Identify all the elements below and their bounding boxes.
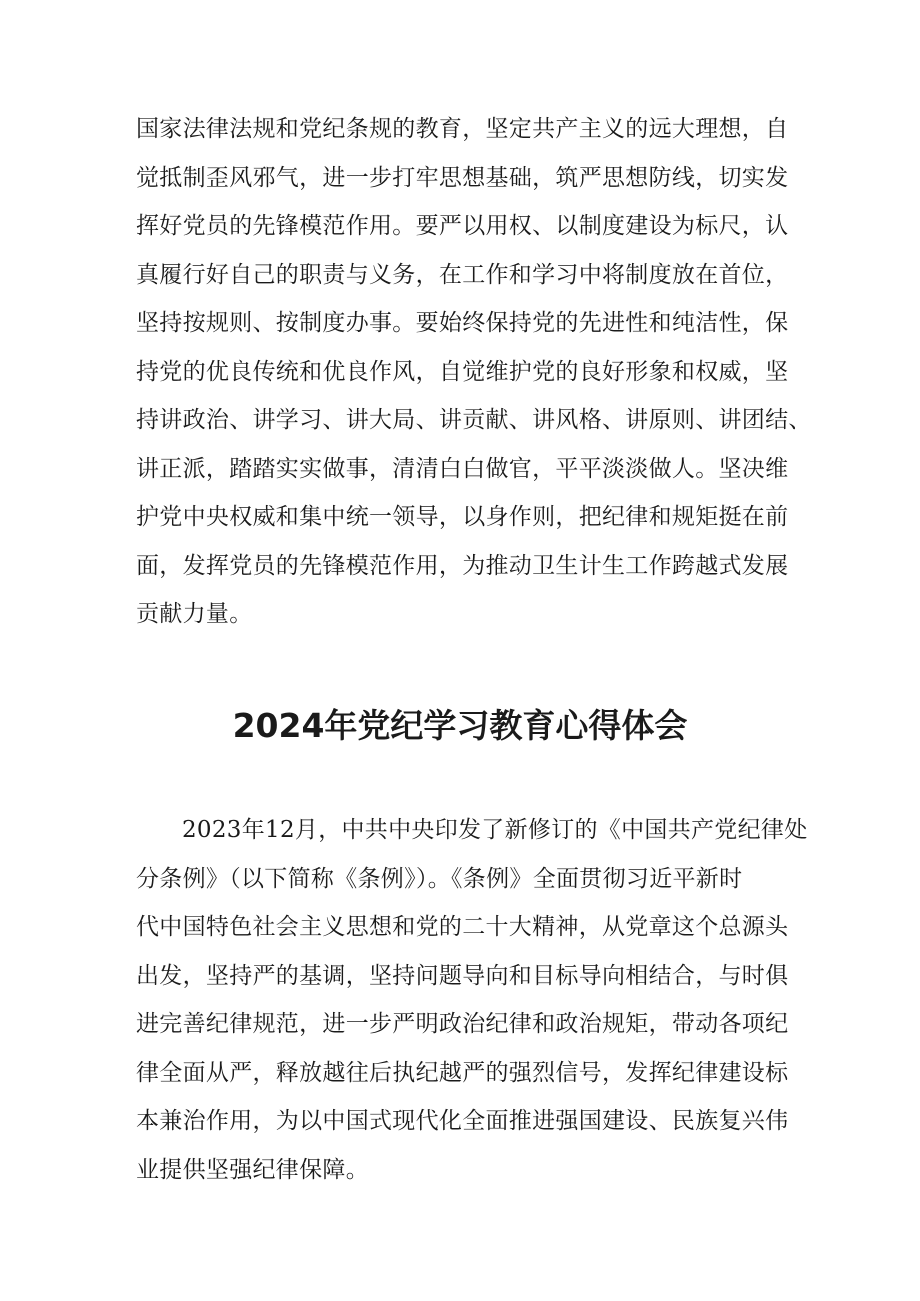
paragraph-1-line: 贡献力量。 — [136, 601, 253, 627]
paragraph-2-line: 出发，坚持严的基调，坚持问题导向和目标导向相结合，与时俱 — [136, 962, 789, 989]
paragraph-1-line: 面，发挥党员的先锋模范作用，为推动卫生计生工作跨越式发展 — [136, 552, 789, 579]
paragraph-1-line: 持党的优良传统和优良作风，自觉维护党的良好形象和权威，坚 — [136, 358, 789, 385]
page-title: 2024年党纪学习教育心得体会 — [232, 706, 688, 745]
paragraph-2-line: 业提供坚强纪律保障。 — [136, 1156, 369, 1183]
paragraph-1 — [136, 105, 812, 639]
paragraph-2-line: 2023年12月，中共中央印发了新修订的《中国共产党纪律处 — [182, 817, 808, 843]
paragraph-1-line: 讲正派，踏踏实实做事，清清白白做官，平平淡淡做人。坚决维 — [136, 455, 789, 482]
paragraph-2 — [136, 806, 806, 1194]
paragraph-1-line: 坚持按规则、按制度办事。要始终保持党的先进性和纯洁性，保 — [136, 310, 789, 336]
paragraph-1-line: 持讲政治、讲学习、讲大局、讲贡献、讲风格、讲原则、讲团结、 — [136, 407, 812, 433]
paragraph-1-line: 国家法律法规和党纪条规的教育，坚定共产主义的远大理想，自 — [136, 116, 789, 142]
paragraph-2-line: 本兼治作用，为以中国式现代化全面推进强国建设、民族复兴伟 — [136, 1108, 789, 1134]
paragraph-2-line: 分条例》（以下简称《条例》）。《条例》全面贯彻习近平新时 — [136, 865, 743, 892]
paragraph-1-line: 真履行好自己的职责与义务，在工作和学习中将制度放在首位， — [136, 261, 789, 288]
paragraph-2-line: 代中国特色社会主义思想和党的二十大精神，从党章这个总源头 — [136, 914, 789, 940]
paragraph-1-line: 挥好党员的先锋模范作用。要严以用权、以制度建设为标尺，认 — [136, 213, 789, 239]
paragraph-2-line: 进完善纪律规范，进一步严明政治纪律和政治规矩，带动各项纪 — [136, 1011, 789, 1037]
paragraph-1-line: 觉抵制歪风邪气，进一步打牢思想基础，筑严思想防线，切实发 — [136, 164, 789, 191]
paragraph-1-line: 护党中央权威和集中统一领导，以身作则，把纪律和规矩挺在前 — [136, 504, 789, 530]
paragraph-2-line: 律全面从严，释放越往后执纪越严的强烈信号，发挥纪律建设标 — [136, 1059, 789, 1086]
